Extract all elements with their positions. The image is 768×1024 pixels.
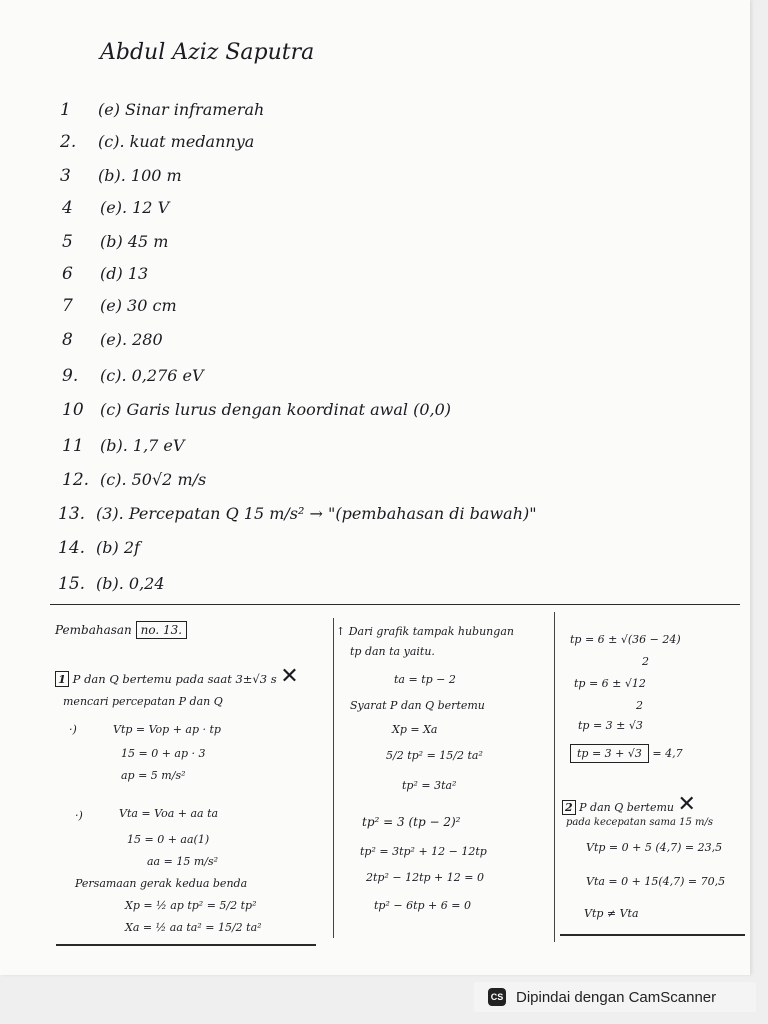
answer-text: (d) 13: [100, 264, 149, 283]
camscanner-badge: [474, 982, 756, 1012]
answer-text: (e) Sinar inframerah: [98, 100, 265, 119]
answer-text: (e). 12 V: [100, 198, 170, 217]
answer-number: 5: [62, 232, 73, 252]
answer-text: (b). 0,24: [96, 574, 165, 593]
answer-number: 7: [62, 296, 73, 316]
answer-number: 10: [62, 400, 84, 420]
discussion-heading-no: no. 13.: [136, 621, 187, 639]
section-divider: [50, 604, 740, 605]
v-line-3: Vtp ≠ Vta: [584, 907, 639, 920]
answer-number: 11: [62, 436, 84, 456]
item2-title: [562, 794, 696, 816]
answer-number: 4: [62, 198, 73, 218]
answer-text: (c) Garis lurus dengan koordinat awal (0,0): [100, 400, 452, 419]
wrong-mark-icon: ✕: [677, 792, 696, 817]
quad-line-5: tp = 3 ± √3: [578, 719, 643, 732]
answer-number: 15.: [58, 574, 86, 594]
column-divider-2: [554, 612, 555, 942]
xp-eq: Xp = ½ ap tp² = 5/2 tp²: [125, 899, 257, 912]
item2-number: 2: [562, 800, 576, 815]
answer-item: [60, 100, 264, 120]
column-divider-1: [333, 618, 334, 938]
answer-item: [58, 504, 537, 524]
answer-item: [58, 538, 140, 558]
p-line-2: 15 = 0 + ap · 3: [121, 747, 206, 760]
bullet-p: ·): [69, 723, 77, 736]
p-line-3: ap = 5 m/s²: [121, 769, 186, 782]
answer-item: [60, 132, 254, 152]
answer-number: 13.: [58, 504, 86, 524]
item2-title-text: P dan Q bertemu: [579, 801, 675, 814]
quad-line-1: tp = 6 ± √(36 − 24): [570, 633, 681, 646]
result-boxed: tp = 3 + √3: [570, 744, 649, 763]
quad-line-3: tp = 6 ± √12: [574, 677, 646, 690]
result-row: [570, 748, 683, 759]
answer-number: 14.: [58, 538, 86, 558]
answer-number: 9.: [62, 366, 79, 386]
discussion-col-2: [336, 620, 554, 950]
answer-item: [62, 436, 184, 456]
answer-text: (c). kuat medannya: [98, 132, 255, 151]
item1-number: 1: [55, 671, 69, 687]
q-line-2: 15 = 0 + aa(1): [127, 833, 210, 846]
eq-line-3: tp² = 3ta²: [402, 779, 457, 792]
item1-title-text: P dan Q bertemu pada saat 3±√3 s: [72, 672, 277, 686]
eq-line-6: 2tp² − 12tp + 12 = 0: [366, 871, 484, 884]
meet-condition: Syarat P dan Q bertemu: [350, 699, 485, 712]
item1-title: [55, 666, 299, 688]
graph-intro-1: ↑ Dari grafik tampak hubungan: [336, 625, 514, 638]
answer-number: 12.: [62, 470, 90, 490]
answer-number: 6: [62, 264, 73, 284]
bottom-rule-left: [56, 944, 316, 946]
quad-line-2: 2: [642, 655, 649, 668]
discussion-col-1: [55, 620, 330, 950]
answer-text: (b) 45 m: [100, 232, 169, 251]
answer-item: [62, 366, 204, 386]
bottom-rule-right: [560, 934, 745, 936]
find-accel-text: mencari percepatan P dan Q: [63, 695, 223, 708]
eq-line-7: tp² − 6tp + 6 = 0: [374, 899, 471, 912]
answer-item: [62, 330, 163, 350]
answer-text: (e) 30 cm: [100, 296, 177, 315]
camscanner-logo-icon: CS: [488, 988, 506, 1006]
quad-line-4: 2: [636, 699, 643, 712]
eq-line-5: tp² = 3tp² + 12 − 12tp: [360, 845, 487, 858]
answer-text: (3). Percepatan Q 15 m/s² → "(pembahasan di bawah)": [96, 504, 537, 523]
answer-text: (b). 100 m: [98, 166, 182, 185]
answer-item: [62, 296, 177, 316]
camscanner-label: Dipindai dengan CamScanner: [516, 988, 717, 1006]
bullet-q: ·): [75, 809, 83, 822]
graph-intro-2: tp dan ta yaitu.: [350, 645, 435, 658]
answer-item: [58, 574, 165, 594]
answer-text: (b). 1,7 eV: [100, 436, 185, 455]
answer-number: 8: [62, 330, 73, 350]
item2-subtitle: pada kecepatan sama 15 m/s: [566, 817, 713, 828]
result-value: = 4,7: [652, 747, 683, 760]
answer-number: 3: [60, 166, 71, 186]
answer-number: 1: [60, 100, 71, 120]
answer-number: 2.: [60, 132, 77, 152]
discussion-col-3: [560, 620, 745, 950]
relation-eq: ta = tp − 2: [394, 673, 456, 686]
eq-line-1: Xp = Xa: [392, 723, 438, 736]
motion-eq-title: Persamaan gerak kedua benda: [75, 877, 248, 890]
answer-text: (c). 0,276 eV: [100, 366, 204, 385]
p-line-1: Vtp = Vop + ap · tp: [113, 723, 221, 736]
answer-item: [62, 198, 169, 218]
q-line-3: aa = 15 m/s²: [147, 855, 219, 868]
wrong-mark-icon: ✕: [280, 664, 299, 689]
discussion-heading-text: Pembahasan: [55, 623, 132, 637]
q-line-1: Vta = Voa + aa ta: [119, 807, 219, 820]
answer-text: (c). 50√2 m/s: [100, 470, 207, 489]
student-name: Abdul Aziz Saputra: [100, 40, 315, 65]
xa-eq: Xa = ½ aa ta² = 15/2 ta²: [125, 921, 262, 934]
v-line-2: Vta = 0 + 15(4,7) = 70,5: [586, 875, 726, 888]
answer-item: [60, 166, 182, 186]
answer-item: [62, 232, 168, 252]
answer-item: [62, 264, 148, 284]
answer-item: [62, 400, 451, 420]
eq-line-2: 5/2 tp² = 15/2 ta²: [386, 749, 483, 762]
v-line-1: Vtp = 0 + 5 (4,7) = 23,5: [586, 841, 723, 854]
eq-line-4: tp² = 3 (tp − 2)²: [362, 815, 461, 829]
discussion-heading: [55, 624, 187, 636]
answer-text: (e). 280: [100, 330, 163, 349]
answer-item: [62, 470, 206, 490]
answer-text: (b) 2f: [96, 538, 140, 557]
